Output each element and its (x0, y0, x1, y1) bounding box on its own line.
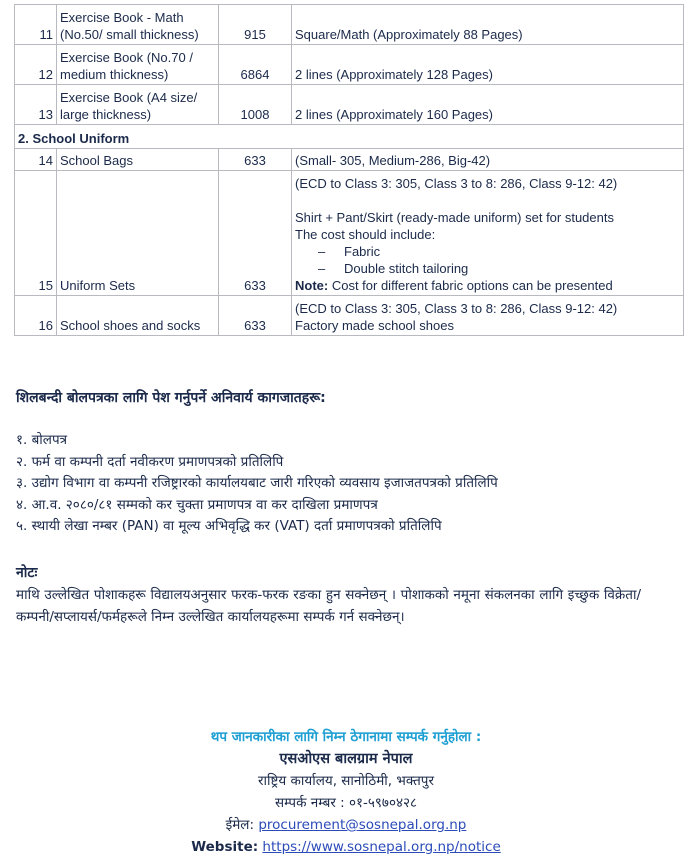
item-spec: (ECD to Class 3: 305, Class 3 to 8: 286, Class 9-12: 42) Factory made school shoes (292, 296, 684, 336)
table-row (15, 296, 684, 336)
required-documents-title: शिलबन्दी बोलपत्रका लागि पेश गर्नुपर्ने अनिवार्य कागजातहरू: (16, 390, 326, 406)
spec-bullet: – Fabric (318, 244, 381, 259)
table-row (15, 85, 684, 125)
table-row (15, 5, 684, 45)
table-row (15, 45, 684, 85)
item-spec: 2 lines (Approximately 128 Pages) (292, 45, 684, 85)
note-title: नोटः (16, 565, 38, 581)
item-name: School Bags (57, 149, 219, 171)
item-spec: Square/Math (Approximately 88 Pages) (292, 5, 684, 45)
items-table (14, 4, 684, 336)
row-number: 11 (15, 5, 57, 45)
website-line (0, 836, 692, 858)
website-label: Website: (191, 839, 259, 855)
list-item: २. फर्म वा कम्पनी दर्ता नवीकरण प्रमाणपत्रको प्रतिलिपि (16, 453, 284, 470)
row-number: 13 (15, 85, 57, 125)
list-item: ५. स्थायी लेखा नम्बर (PAN) वा मूल्य अभिवृद्धि कर (VAT) दर्ता प्रमाणपत्रको प्रतिलिपि (16, 518, 442, 534)
row-number: 14 (15, 149, 57, 171)
item-spec (292, 171, 684, 296)
item-name: Exercise Book (No.70 / medium thickness) (57, 45, 219, 85)
section-header-row (15, 125, 684, 149)
spec-breakdown: (ECD to Class 3: 305, Class 3 to 8: 286, Class 9-12: 42) (295, 176, 618, 191)
item-quantity: 6864 (219, 45, 292, 85)
office-address: राष्ट्रिय कार्यालय, सानोठिमी, भक्तपुर (258, 773, 434, 789)
spec-description: Shirt + Pant/Skirt (ready-made uniform) set for students (295, 210, 614, 225)
website-link[interactable]: https://www.sosnepal.org.np/notice (262, 839, 501, 855)
row-number: 12 (15, 45, 57, 85)
required-documents-list (16, 430, 498, 538)
list-item: ४. आ.व. २०८०/८१ सम्मको कर चुक्ता प्रमाणपत्र वा कर दाखिला प्रमाणपत्र (16, 496, 378, 513)
phone-number: सम्पर्क नम्बर : ०१-५९७०४२८ (274, 795, 418, 811)
list-item: ३. उद्योग विभाग वा कम्पनी रजिष्ट्रारको कार्यालयबाट जारी गरिएको व्यवसाय इजाजतपत्रको प्रतिलिपि (16, 475, 498, 491)
spec-bullet: – Double stitch tailoring (318, 261, 469, 276)
spec-cost-intro: The cost should include: (295, 227, 436, 242)
item-quantity: 633 (219, 296, 292, 336)
item-quantity: 633 (219, 149, 292, 171)
section-header: 2. School Uniform (15, 125, 684, 149)
email-label: ईमेल: (225, 817, 255, 833)
item-spec: 2 lines (Approximately 160 Pages) (292, 85, 684, 125)
item-name: Exercise Book - Math (No.50/ small thickness) (57, 5, 219, 45)
item-name: Exercise Book (A4 size/ large thickness) (57, 85, 219, 125)
note-text: माथि उल्लेखित पोशाकहरू विद्यालयअनुसार फरक-फरक रङका हुन सक्नेछन् । पोशाकको नमूना संकलनका लागि इच्छुक विक्रेता/कम्पनी/सप्लायर्स/फर्महरूले निम्न उल्लेखित कार्यालयहरूमा सम्पर्क गर्न सक्नेछन्। (16, 587, 641, 625)
contact-block (0, 726, 692, 858)
item-name: Uniform Sets (57, 171, 219, 296)
table-row (15, 149, 684, 171)
email-link[interactable]: procurement@sosnepal.org.np (258, 817, 467, 833)
item-spec: (Small- 305, Medium-286, Big-42) (292, 149, 684, 171)
row-number: 15 (15, 171, 57, 296)
item-quantity: 633 (219, 171, 292, 296)
item-quantity: 915 (219, 5, 292, 45)
contact-lead: थप जानकारीका लागि निम्न ठेगानामा सम्पर्क गर्नुहोला : (210, 729, 482, 745)
organization-name: एसओएस बालग्राम नेपाल (279, 751, 413, 767)
row-number: 16 (15, 296, 57, 336)
item-quantity: 1008 (219, 85, 292, 125)
list-item: १. बोलपत्र (16, 432, 68, 448)
email-line (0, 814, 692, 836)
table-row (15, 171, 684, 296)
item-name: School shoes and socks (57, 296, 219, 336)
spec-note: Note: Cost for different fabric options can be presented (295, 278, 613, 293)
